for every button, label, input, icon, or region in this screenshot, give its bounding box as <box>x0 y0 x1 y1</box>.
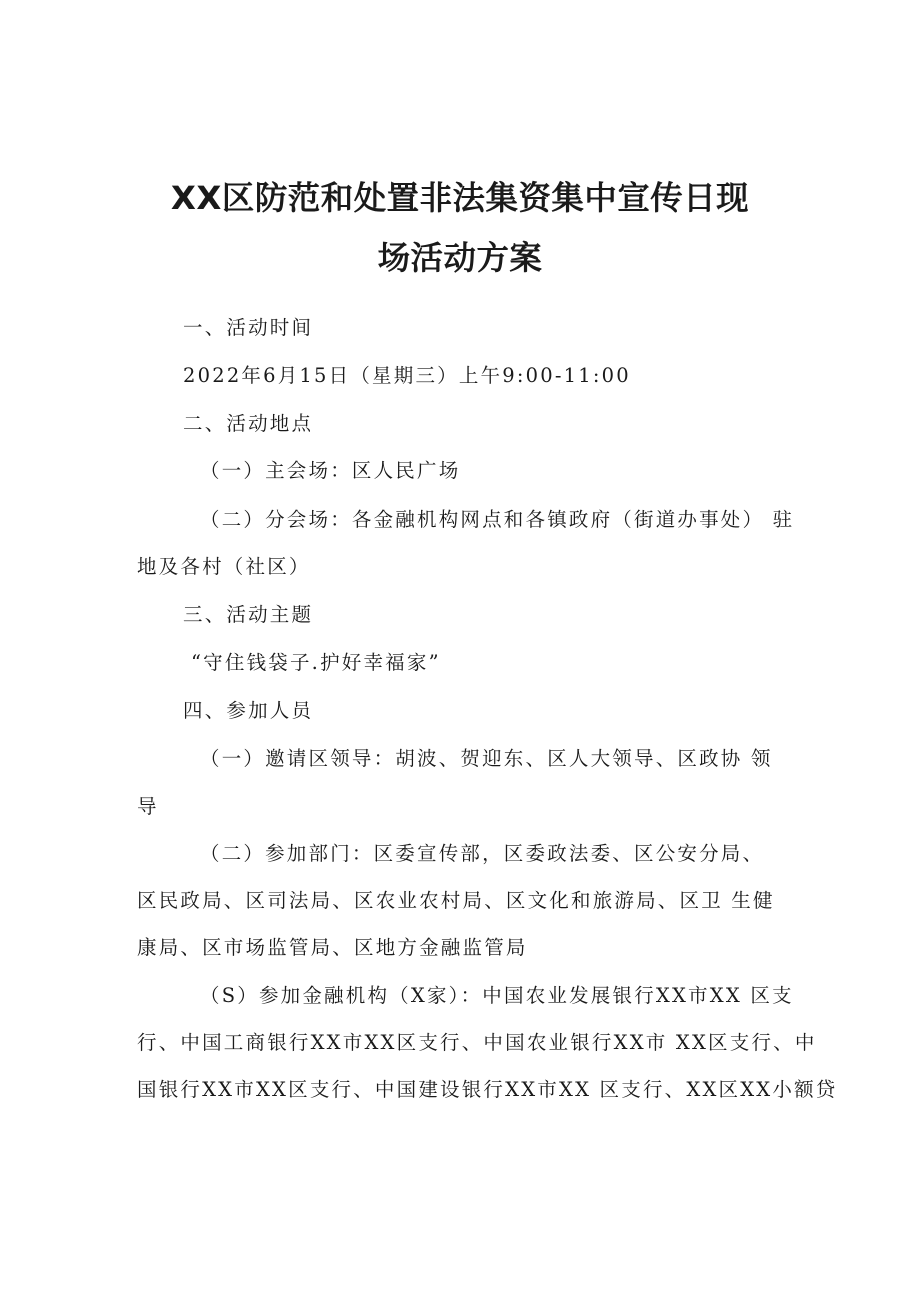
section-1-heading: 一、活动时间 <box>183 316 314 339</box>
section-4-item-3-line-2: 行、中国工商银行XX市XX区支行、中国农业银行XX市 XX区支行、中 <box>137 1031 817 1054</box>
section-2-heading: 二、活动地点 <box>183 412 314 435</box>
section-4-item-2-line-2: 区民政局、区司法局、区农业农村局、区文化和旅游局、区卫 生健 <box>137 889 775 912</box>
section-4-item-1-line-1: （一）邀请区领导：胡波、贺迎东、区人大领导、区政协 领 <box>200 747 773 770</box>
section-4-item-2-line-3: 康局、区市场监管局、区地方金融监管局 <box>137 936 528 959</box>
section-4-item-2-line-1: （二）参加部门：区委宣传部，区委政法委、区公安分局、 <box>200 842 765 865</box>
section-4-item-3-line-1: （S）参加金融机构（X家）：中国农业发展银行XX市XX 区支 <box>200 984 794 1007</box>
document-title-line-1: XX区防范和处置非法集资集中宣传日现 <box>170 179 750 217</box>
section-3-heading: 三、活动主题 <box>183 603 314 626</box>
section-4-heading: 四、参加人员 <box>183 699 314 722</box>
section-4-item-1-line-2: 导 <box>137 795 159 818</box>
section-2-item-2-line-1: （二）分会场：各金融机构网点和各镇政府（街道办事处） 驻 <box>200 508 795 531</box>
section-4-item-3-line-3: 国银行XX市XX区支行、中国建设银行XX市XX 区支行、XX区XX小额贷 <box>137 1078 838 1101</box>
section-2-item-1: （一）主会场：区人民广场 <box>200 459 461 482</box>
section-2-item-2-line-2: 地及各村（社区） <box>137 555 311 578</box>
section-3-body: “守住钱袋子.护好幸福家” <box>191 651 441 674</box>
document-title-line-2: 场活动方案 <box>377 239 543 277</box>
section-1-body: 2022年6月15日（星期三）上午9:00-11:00 <box>183 364 631 387</box>
